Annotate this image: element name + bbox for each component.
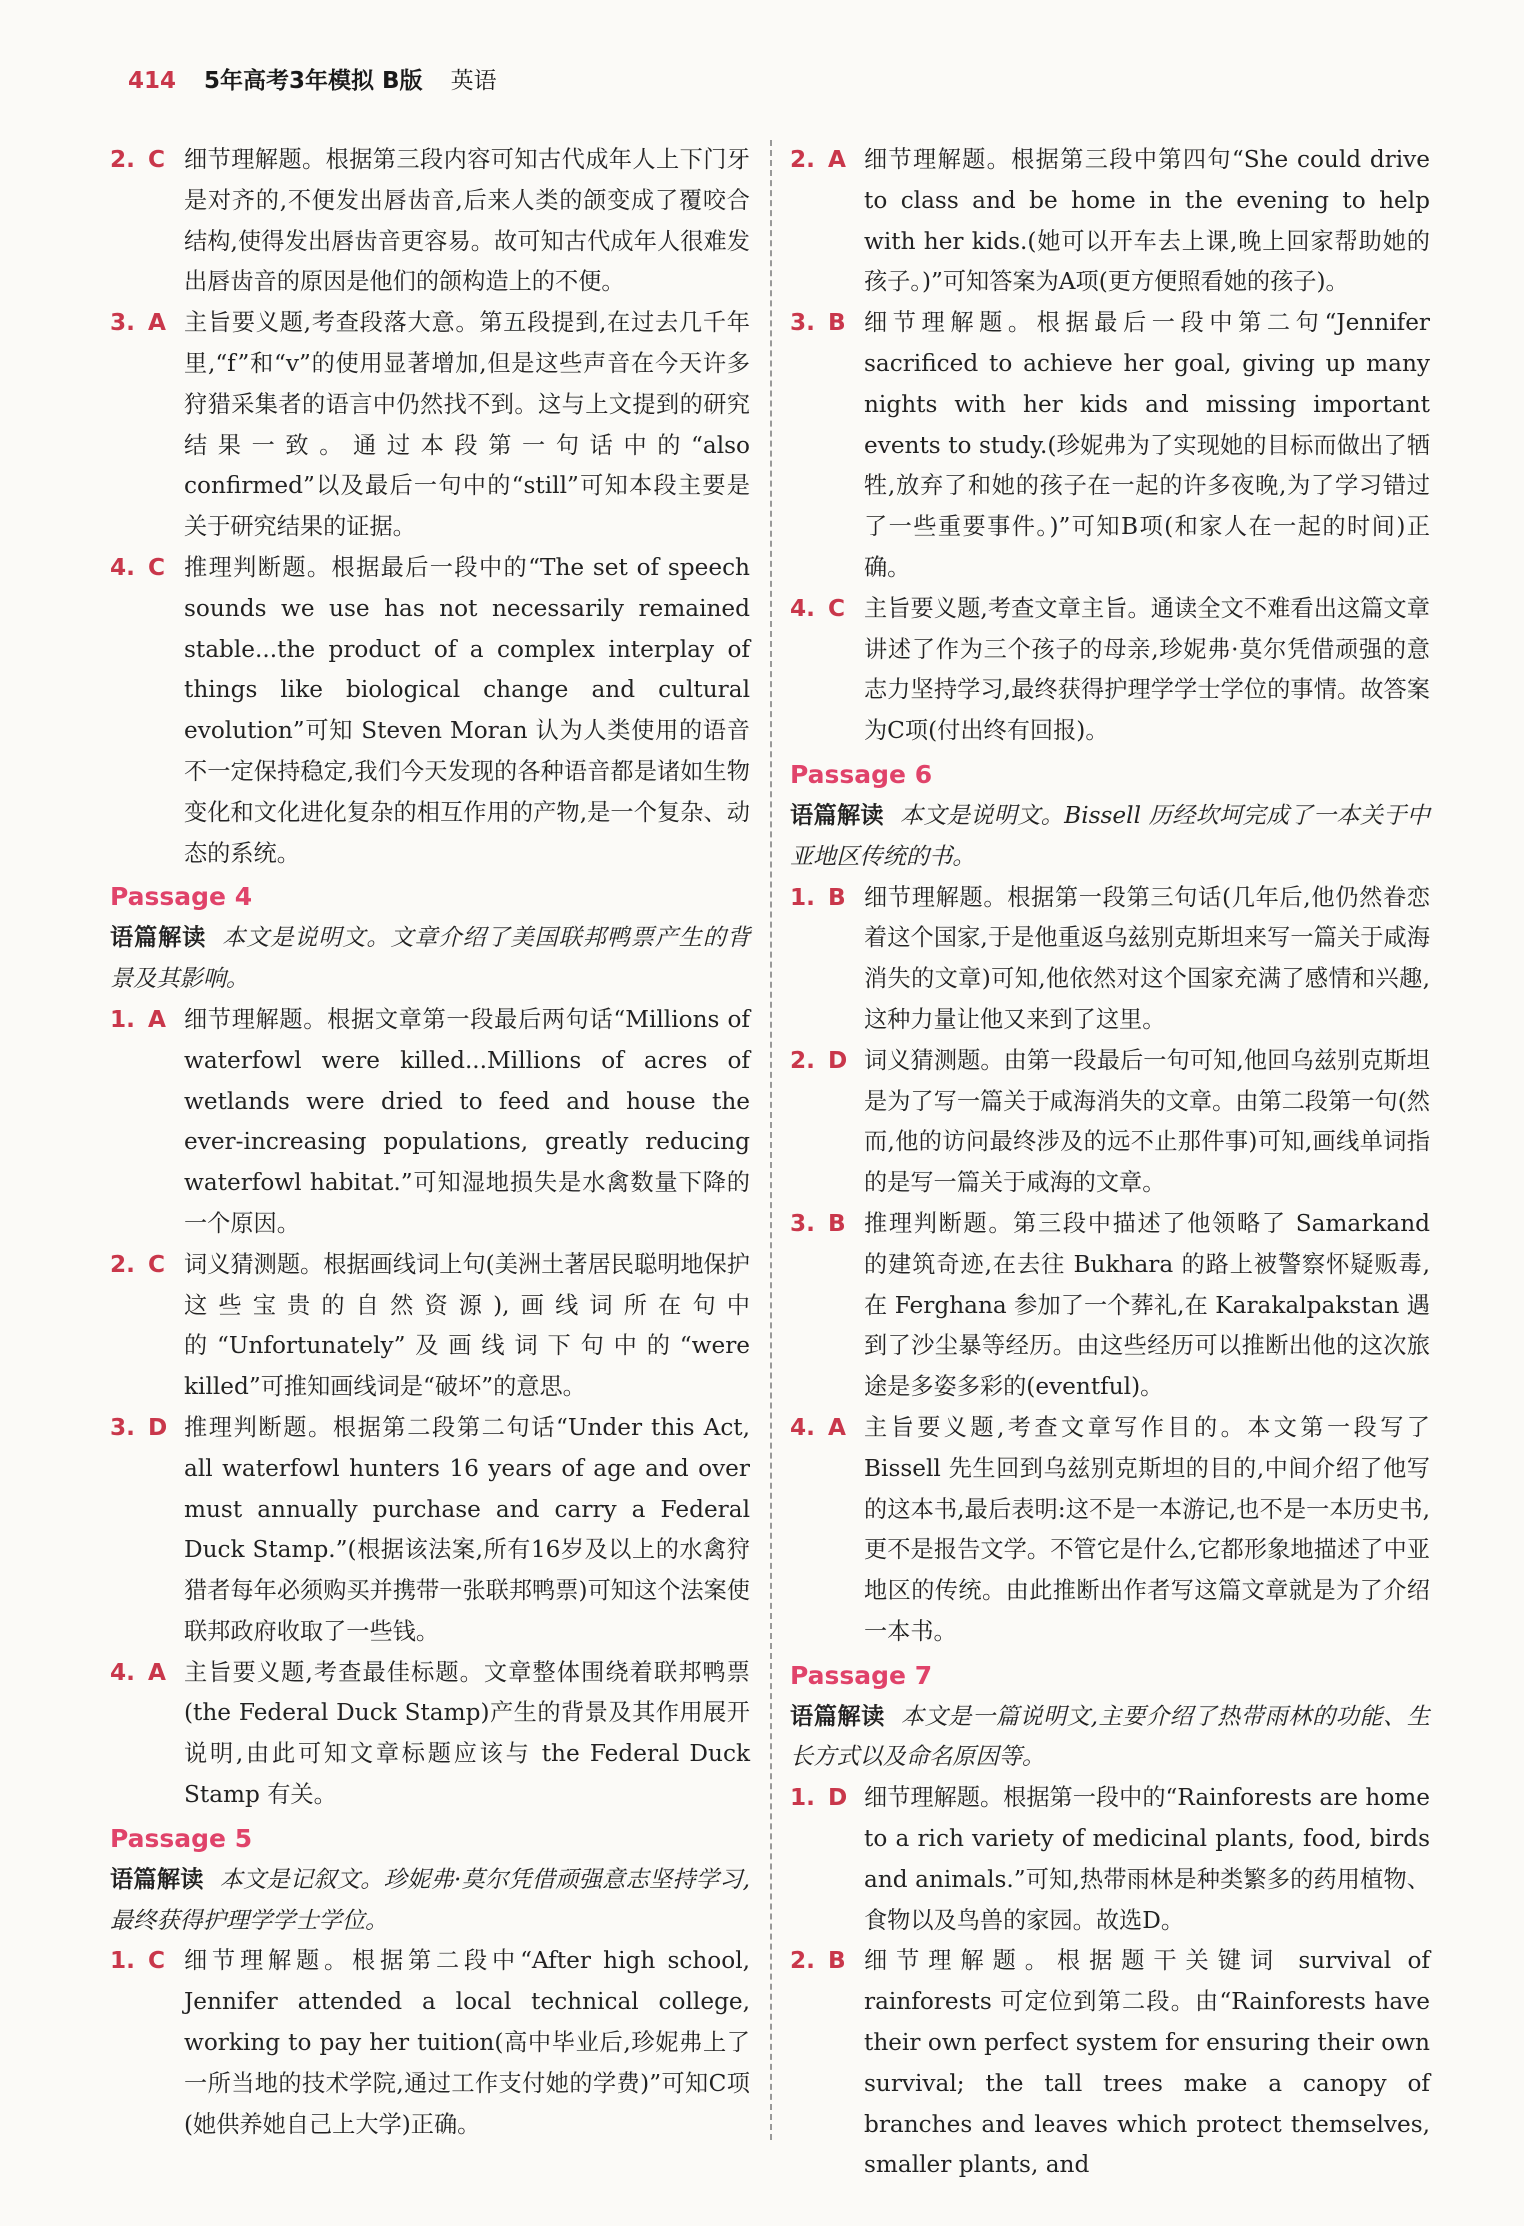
question-number: 1. <box>110 1005 135 1033</box>
answer-letter: D <box>828 1046 848 1074</box>
left-column <box>110 140 750 2145</box>
question-number: 2. <box>790 146 815 173</box>
passage-analysis <box>790 1697 1430 1779</box>
explanation-text: 词义猜测题。由第一段最后一句可知,他回乌兹别克斯坦是为了写一篇关于咸海消失的文章。由第二段第一句(然而,他的访问最终涉及的远不止那件事)可知,画线单词指的是写一篇关于咸海的文章。 <box>864 1046 1430 1197</box>
answer-letter: B <box>828 1209 846 1237</box>
answer-item <box>110 548 750 874</box>
explanation-text: 主旨要义题,考查文章主旨。通读全文不难看出这篇文章讲述了作为三个孩子的母亲,珍妮弗·莫尔凭借顽强的意志力坚持学习,最终获得护理学学士学位的事情。故答案为C项(付出终有回报)。 <box>864 594 1430 745</box>
explanation-text: 细节理解题。根据第三段中第四句“She could drive to class and be home in the evening to help with her kids.(她可以开车去上课,晚上回家帮助她的孩子。)”可知答案为A项(更方便照看她的孩子)。 <box>864 146 1430 296</box>
answer-item <box>110 1000 750 1245</box>
answer-letter: B <box>828 1947 846 1975</box>
answer-item <box>110 1653 750 1816</box>
right-column <box>790 140 1430 2186</box>
answer-letter: A <box>828 146 846 173</box>
question-number: 3. <box>110 309 135 337</box>
passage-heading: Passage 7 <box>790 1660 933 1690</box>
question-number: 1. <box>110 1947 135 1975</box>
column-divider <box>770 140 772 2140</box>
explanation-text: 推理判断题。第三段中描述了他领略了 Samarkand 的建筑奇迹,在去往 Bukhara 的路上被警察怀疑贩毒,在 Ferghana 参加了一个葬礼,在 Karakalpakstan 遇到了沙尘暴等经历。由这些经历可以推断出他的这次旅途是多姿多彩的(eventful)。 <box>864 1209 1430 1401</box>
question-number: 1. <box>790 1784 815 1812</box>
answer-item <box>110 140 750 303</box>
answer-item <box>110 303 750 548</box>
question-number: 3. <box>110 1413 135 1441</box>
question-number: 4. <box>790 594 815 622</box>
explanation-text: 细节理解题。根据第一段中的“Rainforests are home to a rich variety of medicinal plants, food, birds and animals.”可知,热带雨林是种类繁多的药用植物、食物以及鸟兽的家园。故选D。 <box>864 1784 1430 1934</box>
book-title: 5年高考3年模拟 B版 <box>204 68 423 94</box>
answer-letter: A <box>148 309 166 337</box>
answer-item <box>790 878 1430 1041</box>
question-number: 2. <box>110 1250 135 1278</box>
analysis-label: 语篇解读 <box>790 1702 885 1730</box>
passage-analysis <box>110 918 750 1000</box>
answer-item <box>790 1408 1430 1653</box>
answer-item <box>110 1245 750 1408</box>
answer-letter: A <box>148 1658 166 1686</box>
explanation-text: 细节理解题。根据第二段中“After high school, Jennifer attended a local technical college, working to pay her tuition(高中毕业后,珍妮弗上了一所当地的技术学院,通过工作支付她的学费)”可知C项(她供养她自己上大学)正确。 <box>184 1947 750 2138</box>
explanation-text: 主旨要义题,考查文章写作目的。本文第一段写了 Bissell 先生回到乌兹别克斯坦的目的,中间介绍了他写的这本书,最后表明:这不是一本游记,也不是一本历史书,更不是报告文学。不管它是什么,它都形象地描述了中亚地区的传统。由此推断出作者写这篇文章就是为了介绍一本书。 <box>864 1413 1430 1645</box>
explanation-text: 推理判断题。根据最后一段中的“The set of speech sounds we use has not necessarily remained stable...the product of a complex interplay of things like biological change and cultural evolution”可知 Steven Moran 认为人类使用的语音不一定保持稳定,我们今天发现的各种语音都是诸如生物变化和文化进化复杂的相互作用的产物,是一个复杂、动态的系统。 <box>184 553 750 867</box>
answer-item <box>110 1408 750 1653</box>
passage-heading: Passage 4 <box>110 882 253 912</box>
question-number: 3. <box>790 1209 815 1237</box>
page-header <box>128 62 497 102</box>
question-number: 2. <box>790 1046 815 1074</box>
answer-letter: A <box>828 1413 846 1441</box>
subject-label: 英语 <box>450 68 497 94</box>
explanation-text: 推理判断题。根据第二段第二句话“Under this Act, all waterfowl hunters 16 years of age and over must annually purchase and carry a Federal Duck Stamp.”(根据该法案,所有16岁及以上的水禽狩猎者每年必须购买并携带一张联邦鸭票)可知这个法案使联邦政府收取了一些钱。 <box>184 1413 750 1645</box>
question-number: 2. <box>110 146 135 173</box>
analysis-label: 语篇解读 <box>110 1865 204 1893</box>
passage-heading: Passage 6 <box>790 759 933 789</box>
explanation-text: 细节理解题。根据最后一段中第二句“Jennifer sacrificed to achieve her goal, giving up many nights with her kids and missing important events to study.(珍妮弗为了实现她的目标而做出了牺牲,放弃了和她的孩子在一起的许多夜晚,为了学习错过了一些重要事件。)”可知B项(和家人在一起的时间)正确。 <box>864 309 1430 581</box>
answer-item <box>790 303 1430 589</box>
explanation-text: 细节理解题。根据文章第一段最后两句话“Millions of waterfowl were killed...Millions of acres of wetlands were dried to feed and house the ever-increasing populations, greatly reducing waterfowl habitat.”可知湿地损失是水禽数量下降的一个原因。 <box>184 1005 750 1237</box>
answer-item <box>790 140 1430 303</box>
answer-letter: A <box>148 1005 166 1033</box>
analysis-label: 语篇解读 <box>790 801 884 829</box>
answer-item <box>790 1941 1430 2186</box>
answer-letter: D <box>148 1413 168 1441</box>
answer-item <box>790 1041 1430 1204</box>
answer-item <box>790 1778 1430 1941</box>
answer-letter: C <box>148 1250 166 1278</box>
page-number: 414 <box>128 68 177 94</box>
analysis-text: 本文是一篇说明文,主要介绍了热带雨林的功能、生长方式以及命名原因等。 <box>790 1702 1431 1771</box>
analysis-text: 本文是说明文。Bissell 历经坎坷完成了一本关于中亚地区传统的书。 <box>790 801 1430 870</box>
explanation-text: 主旨要义题,考查段落大意。第五段提到,在过去几千年里,“f”和“v”的使用显著增加,但是这些声音在今天许多狩猎采集者的语言中仍然找不到。这与上文提到的研究结果一致。通过本段第一句话中的“also confirmed”以及最后一句中的“still”可知本段主要是关于研究结果的证据。 <box>184 309 750 541</box>
answer-letter: C <box>148 146 166 173</box>
answer-letter: D <box>828 1784 848 1812</box>
answer-letter: B <box>828 883 846 911</box>
analysis-label: 语篇解读 <box>110 924 207 952</box>
explanation-text: 词义猜测题。根据画线词上句(美洲土著居民聪明地保护这些宝贵的自然资源),画线词所在句中的“Unfortunately”及画线词下句中的“were killed”可推知画线词是“破坏”的意思。 <box>184 1250 750 1401</box>
question-number: 4. <box>110 1658 135 1686</box>
answer-letter: B <box>828 309 846 337</box>
passage-analysis <box>790 796 1430 878</box>
answer-letter: C <box>148 1947 166 1975</box>
question-number: 1. <box>790 883 815 911</box>
passage-analysis <box>110 1860 750 1942</box>
question-number: 3. <box>790 309 815 337</box>
answer-item <box>790 589 1430 752</box>
passage-heading: Passage 5 <box>110 1823 253 1853</box>
answer-letter: C <box>828 594 846 622</box>
answer-item <box>110 1941 750 2145</box>
explanation-text: 细节理解题。根据第三段内容可知古代成年人上下门牙是对齐的,不便发出唇齿音,后来人类的颌变成了覆咬合结构,使得发出唇齿音更容易。故可知古代成年人很难发出唇齿音的原因是他们的颌构造上的不便。 <box>184 146 750 296</box>
explanation-text: 主旨要义题,考查最佳标题。文章整体围绕着联邦鸭票(the Federal Duck Stamp)产生的背景及其作用展开说明,由此可知文章标题应该与 the Federal Duck Stamp 有关。 <box>184 1658 750 1809</box>
explanation-text: 细节理解题。根据题干关键词 survival of rainforests 可定位到第二段。由“Rainforests have their own perfect system for ensuring their own survival; the tall trees make a canopy of branches and leaves which protect themselves, smaller plants, and <box>864 1947 1430 2179</box>
analysis-text: 本文是说明文。文章介绍了美国联邦鸭票产生的背景及其影响。 <box>110 924 751 993</box>
analysis-text: 本文是记叙文。珍妮弗·莫尔凭借顽强意志坚持学习,最终获得护理学学士学位。 <box>110 1865 750 1934</box>
question-number: 4. <box>790 1413 815 1441</box>
answer-letter: C <box>148 553 166 581</box>
explanation-text: 细节理解题。根据第一段第三句话(几年后,他仍然眷恋着这个国家,于是他重返乌兹别克斯坦来写一篇关于咸海消失的文章)可知,他依然对这个国家充满了感情和兴趣,这种力量让他又来到了这里。 <box>864 883 1430 1033</box>
question-number: 4. <box>110 553 135 581</box>
answer-item <box>790 1204 1430 1408</box>
question-number: 2. <box>790 1947 815 1975</box>
